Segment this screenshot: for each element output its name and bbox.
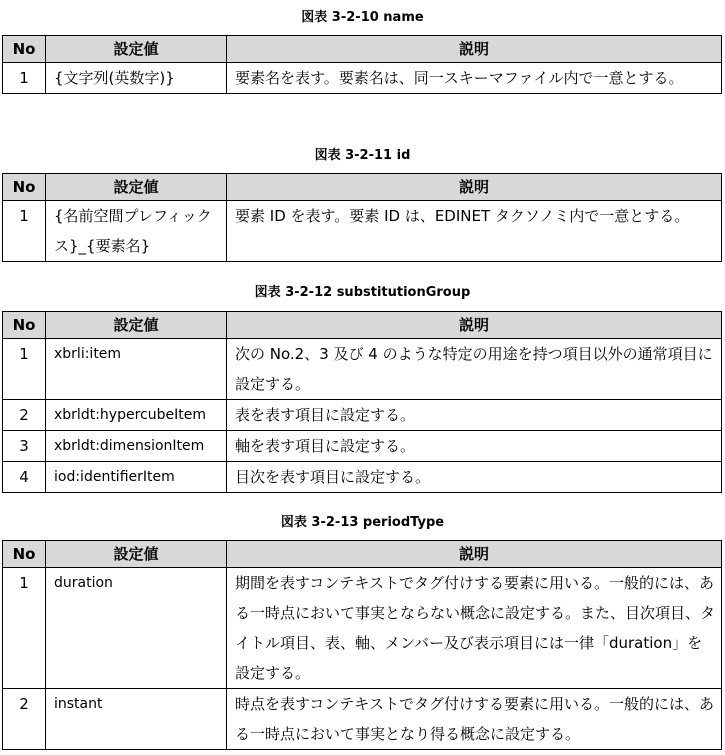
header-value: 設定値	[46, 36, 227, 63]
cell-desc: 目次を表す項目に設定する。	[227, 462, 722, 493]
spec-table-period-type	[2, 540, 722, 750]
header-no: No	[3, 312, 46, 339]
cell-desc: 期間を表すコンテキストでタグ付けする要素に用いる。一般的には、ある一時点において事実とならない概念に設定する。また、目次項目、タイトル項目、表、軸、メンバー及び表示項目には一律「duration」を設定する。	[227, 568, 722, 689]
spec-table-name	[2, 35, 722, 94]
header-value: 設定値	[46, 312, 227, 339]
table-header-row	[3, 312, 722, 339]
cell-no: 1	[3, 568, 46, 689]
cell-no: 1	[3, 339, 46, 400]
table-row	[3, 462, 722, 493]
header-value: 設定値	[46, 174, 227, 201]
header-desc: 説明	[227, 174, 722, 201]
cell-no: 1	[3, 201, 46, 262]
header-value: 設定値	[46, 541, 227, 568]
header-desc: 説明	[227, 312, 722, 339]
cell-no: 4	[3, 462, 46, 493]
table-row	[3, 568, 722, 689]
table-row	[3, 63, 722, 94]
header-no: No	[3, 174, 46, 201]
table-header-row	[3, 36, 722, 63]
cell-no: 2	[3, 689, 46, 750]
header-desc: 説明	[227, 36, 722, 63]
cell-value: instant	[46, 689, 227, 750]
cell-value: duration	[46, 568, 227, 689]
cell-desc: 時点を表すコンテキストでタグ付けする要素に用いる。一般的には、ある一時点において事実となり得る概念に設定する。	[227, 689, 722, 750]
cell-desc: 表を表す項目に設定する。	[227, 400, 722, 431]
cell-desc: 次の No.2、3 及び 4 のような特定の用途を持つ項目以外の通常項目に設定する。	[227, 339, 722, 400]
table-header-row	[3, 174, 722, 201]
table-row	[3, 689, 722, 750]
cell-value: {名前空間プレフィックス}_{要素名}	[46, 201, 227, 262]
header-desc: 説明	[227, 541, 722, 568]
cell-no: 3	[3, 431, 46, 462]
table-caption: 図表 3-2-12 substitutionGroup	[254, 285, 471, 300]
table-caption: 図表 3-2-10 name	[301, 10, 424, 25]
cell-desc: 軸を表す項目に設定する。	[227, 431, 722, 462]
header-no: No	[3, 541, 46, 568]
cell-value: {文字列(英数字)}	[46, 63, 227, 94]
table-caption: 図表 3-2-11 id	[314, 148, 411, 163]
table-row	[3, 201, 722, 262]
spec-table-id	[2, 173, 722, 262]
table-header-row	[3, 541, 722, 568]
cell-value: xbrldt:dimensionItem	[46, 431, 227, 462]
table-caption: 図表 3-2-13 periodType	[280, 515, 445, 530]
table-row	[3, 400, 722, 431]
cell-no: 2	[3, 400, 46, 431]
spec-table-substitution-group	[2, 311, 722, 493]
cell-desc: 要素 ID を表す。要素 ID は、EDINET タクソノミ内で一意とする。	[227, 201, 722, 262]
cell-value: xbrli:item	[46, 339, 227, 400]
cell-desc: 要素名を表す。要素名は、同一スキーマファイル内で一意とする。	[227, 63, 722, 94]
table-row	[3, 339, 722, 400]
table-row	[3, 431, 722, 462]
cell-value: xbrldt:hypercubeItem	[46, 400, 227, 431]
header-no: No	[3, 36, 46, 63]
cell-no: 1	[3, 63, 46, 94]
cell-value: iod:identifierItem	[46, 462, 227, 493]
